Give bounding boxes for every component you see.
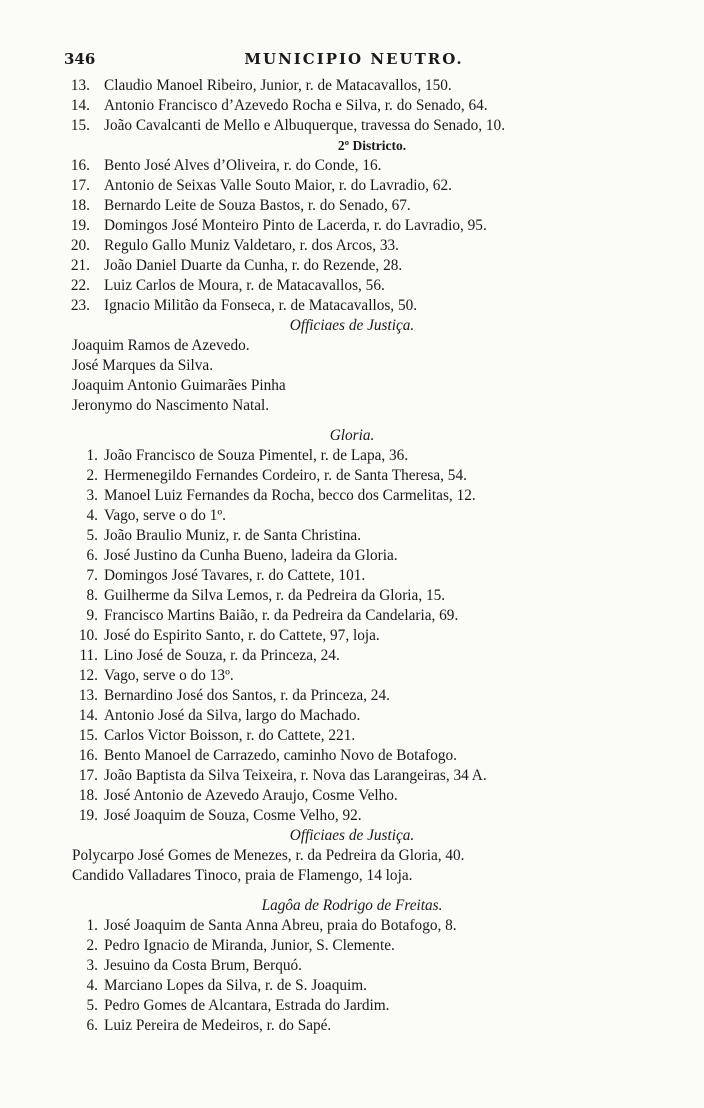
- entry-number: 10.: [78, 627, 98, 644]
- entry-number: 6.: [86, 1017, 98, 1034]
- section-heading: Gloria.: [329, 427, 375, 444]
- entry-text: João Francisco de Souza Pimentel, r. de Lapa, 36.: [104, 447, 409, 464]
- entry-number: 22.: [70, 277, 90, 294]
- entry-text: Domingos José Monteiro Pinto de Lacerda, r. do Lavradio, 95.: [104, 217, 487, 234]
- list-item: [0, 586, 704, 606]
- entry-number: 11.: [79, 647, 98, 664]
- entry-text: Bernardino José dos Santos, r. da Princeza, 24.: [104, 687, 390, 704]
- entry-text: Luiz Pereira de Medeiros, r. do Sapé.: [104, 1017, 332, 1034]
- entry-number: 18.: [78, 787, 98, 804]
- entry-number: 5.: [86, 527, 98, 544]
- entry-text: Domingos José Tavares, r. do Cattete, 101.: [104, 567, 366, 584]
- entry-number: 14.: [78, 707, 98, 724]
- entry-text: Pedro Ignacio de Miranda, Junior, S. Clemente.: [104, 937, 395, 954]
- entry-text: João Braulio Muniz, r. de Santa Christina.: [104, 527, 362, 544]
- entry-text: João Cavalcanti de Mello e Albuquerque, travessa do Senado, 10.: [104, 117, 506, 134]
- entry-text: Bernardo Leite de Souza Bastos, r. do Senado, 67.: [104, 197, 411, 214]
- page-body: [0, 76, 704, 1036]
- officer-name: José Marques da Silva.: [72, 357, 214, 374]
- entry-text: Vago, serve o do 1º.: [104, 507, 226, 524]
- entry-number: 2.: [86, 937, 98, 954]
- list-item: [0, 196, 704, 216]
- entry-number: 16.: [78, 747, 98, 764]
- officer-name: Jeronymo do Nascimento Natal.: [72, 397, 270, 414]
- running-title: MUNICIPIO NEUTRO.: [244, 50, 464, 68]
- entry-number: 19.: [78, 807, 98, 824]
- entry-number: 4.: [86, 977, 98, 994]
- entry-number: 4.: [86, 507, 98, 524]
- list-item: [0, 606, 704, 626]
- list-item: [0, 526, 704, 546]
- entry-number: 23.: [70, 297, 90, 314]
- list-item: [0, 1016, 704, 1036]
- page-number: 346: [64, 50, 96, 68]
- list-item: [0, 786, 704, 806]
- list-item: [0, 976, 704, 996]
- officer-name: Joaquim Ramos de Azevedo.: [72, 337, 250, 354]
- entry-text: João Baptista da Silva Teixeira, r. Nova das Larangeiras, 34 A.: [104, 767, 487, 784]
- list-item: [0, 446, 704, 466]
- list-item: [0, 766, 704, 786]
- list-item: [0, 506, 704, 526]
- entry-text: Luiz Carlos de Moura, r. de Matacavallos, 56.: [104, 277, 385, 294]
- list-item: [0, 176, 704, 196]
- section-heading: Lagôa de Rodrigo de Freitas.: [261, 897, 443, 914]
- entry-number: 1.: [86, 917, 98, 934]
- list-item: [0, 546, 704, 566]
- entry-text: Antonio José da Silva, largo do Machado.: [104, 707, 361, 724]
- officer-name: Candido Valladares Tinoco, praia de Flamengo, 14 loja.: [72, 867, 413, 884]
- entry-text: Hermenegildo Fernandes Cordeiro, r. de Santa Theresa, 54.: [104, 467, 467, 484]
- entry-text: Jesuino da Costa Brum, Berquó.: [104, 957, 302, 974]
- entry-number: 14.: [70, 97, 90, 114]
- entry-number: 17.: [78, 767, 98, 784]
- entry-number: 21.: [70, 257, 90, 274]
- entry-number: 19.: [70, 217, 90, 234]
- list-item: [0, 666, 704, 686]
- list-item: [0, 76, 704, 96]
- district-heading: 2º Districto.: [337, 138, 407, 153]
- entry-text: Regulo Gallo Muniz Valdetaro, r. dos Arcos, 33.: [104, 237, 399, 254]
- list-item: [0, 956, 704, 976]
- entry-number: 3.: [86, 487, 98, 504]
- entry-number: 6.: [86, 547, 98, 564]
- section-heading: Officiaes de Justiça.: [289, 827, 415, 844]
- list-item: [0, 746, 704, 766]
- entry-text: Vago, serve o do 13º.: [104, 667, 234, 684]
- entry-text: Bento José Alves d’Oliveira, r. do Conde, 16.: [104, 157, 382, 174]
- page-header: [64, 50, 644, 72]
- entry-text: Antonio de Seixas Valle Souto Maior, r. do Lavradio, 62.: [104, 177, 452, 194]
- list-item: [0, 806, 704, 826]
- entry-text: Antonio Francisco d’Azevedo Rocha e Silva, r. do Senado, 64.: [104, 97, 488, 114]
- entry-text: Carlos Victor Boisson, r. do Cattete, 221.: [104, 727, 356, 744]
- entry-number: 18.: [70, 197, 90, 214]
- entry-text: José Justino da Cunha Bueno, ladeira da Gloria.: [104, 547, 398, 564]
- list-item: [0, 686, 704, 706]
- list-item: [0, 646, 704, 666]
- entry-number: 9.: [86, 607, 98, 624]
- list-item: [0, 116, 704, 136]
- list-item: [0, 216, 704, 236]
- list-item: [0, 706, 704, 726]
- entry-number: 7.: [86, 567, 98, 584]
- officer-name: Joaquim Antonio Guimarães Pinha: [72, 377, 286, 394]
- list-item: [0, 296, 704, 316]
- entry-text: José Antonio de Azevedo Araujo, Cosme Velho.: [104, 787, 398, 804]
- entry-text: Francisco Martins Baião, r. da Pedreira da Candelaria, 69.: [104, 607, 459, 624]
- list-item: [0, 566, 704, 586]
- entry-number: 12.: [78, 667, 98, 684]
- entry-text: Claudio Manoel Ribeiro, Junior, r. de Matacavallos, 150.: [104, 77, 452, 94]
- entry-number: 8.: [86, 587, 98, 604]
- entry-text: José Joaquim de Santa Anna Abreu, praia do Botafogo, 8.: [104, 917, 457, 934]
- list-item: [0, 236, 704, 256]
- list-item: [0, 916, 704, 936]
- entry-text: Manoel Luiz Fernandes da Rocha, becco dos Carmelitas, 12.: [104, 487, 476, 504]
- entry-number: 2.: [86, 467, 98, 484]
- entry-number: 5.: [86, 997, 98, 1014]
- entry-text: Pedro Gomes de Alcantara, Estrada do Jardim.: [104, 997, 390, 1014]
- entry-number: 13.: [78, 687, 98, 704]
- list-item: [0, 936, 704, 956]
- entry-number: 16.: [70, 157, 90, 174]
- entry-number: 20.: [70, 237, 90, 254]
- entry-number: 13.: [70, 77, 90, 94]
- entry-text: Guilherme da Silva Lemos, r. da Pedreira da Gloria, 15.: [104, 587, 446, 604]
- entry-text: José do Espirito Santo, r. do Cattete, 97, loja.: [104, 627, 380, 644]
- entry-number: 15.: [70, 117, 90, 134]
- section-heading: Officiaes de Justiça.: [289, 317, 415, 334]
- entry-number: 17.: [70, 177, 90, 194]
- entry-number: 1.: [86, 447, 98, 464]
- entry-text: Bento Manoel de Carrazedo, caminho Novo de Botafogo.: [104, 747, 458, 764]
- entry-text: José Joaquim de Souza, Cosme Velho, 92.: [104, 807, 362, 824]
- entry-text: Ignacio Militão da Fonseca, r. de Matacavallos, 50.: [104, 297, 418, 314]
- entry-text: Marciano Lopes da Silva, r. de S. Joaquim.: [104, 977, 367, 994]
- list-item: [0, 626, 704, 646]
- list-item: [0, 276, 704, 296]
- entry-number: 15.: [78, 727, 98, 744]
- list-item: [0, 96, 704, 116]
- officer-name: Polycarpo José Gomes de Menezes, r. da Pedreira da Gloria, 40.: [72, 847, 465, 864]
- entry-text: João Daniel Duarte da Cunha, r. do Rezende, 28.: [104, 257, 403, 274]
- list-item: [0, 996, 704, 1016]
- list-item: [0, 256, 704, 276]
- list-item: [0, 486, 704, 506]
- list-item: [0, 466, 704, 486]
- entry-text: Lino José de Souza, r. da Princeza, 24.: [104, 647, 340, 664]
- list-item: [0, 156, 704, 176]
- entry-number: 3.: [86, 957, 98, 974]
- list-item: [0, 726, 704, 746]
